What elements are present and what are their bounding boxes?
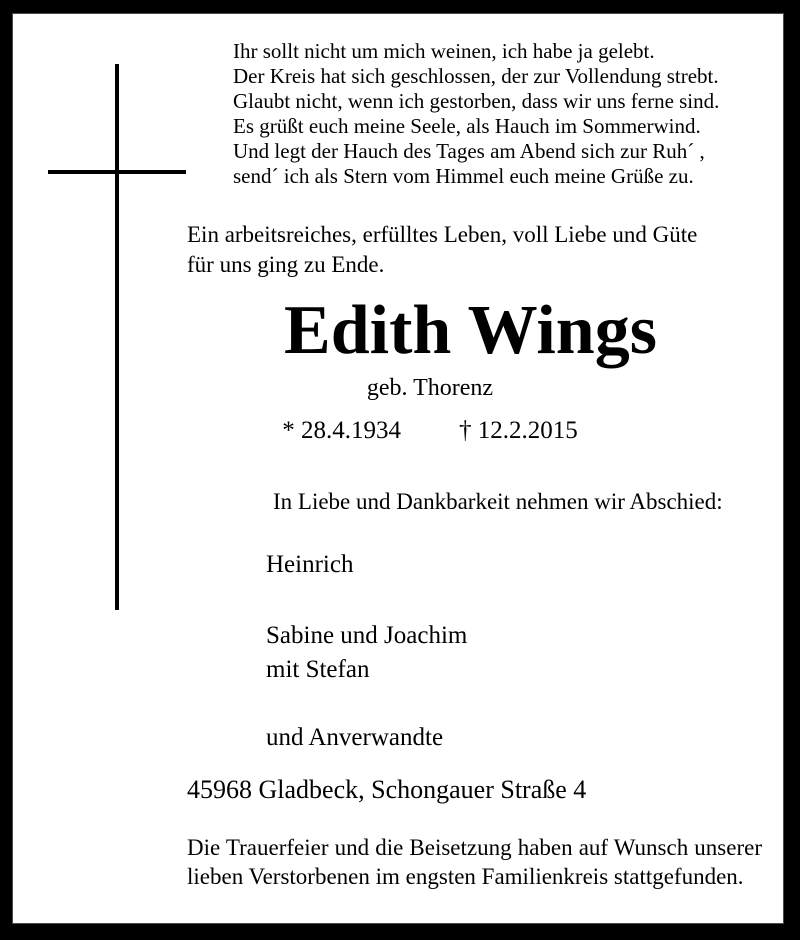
death-date: † 12.2.2015 bbox=[459, 417, 578, 444]
poem-line: Glaubt nicht, wenn ich gestorben, dass wir uns ferne sind. bbox=[233, 89, 720, 113]
intro-text bbox=[187, 220, 697, 280]
address-line: 45968 Gladbeck, Schongauer Straße 4 bbox=[187, 775, 587, 804]
poem-line: Es grüßt euch meine Seele, als Hauch im Sommerwind. bbox=[233, 114, 701, 138]
life-dates bbox=[175, 416, 685, 446]
memorial-cross-icon-arm bbox=[48, 170, 186, 174]
deceased-name: Edith Wings bbox=[284, 292, 657, 369]
poem-line: Der Kreis hat sich geschlossen, der zur Vollendung strebt. bbox=[233, 64, 719, 88]
closing-text: Die Trauerfeier und die Beisetzung haben auf Wunsch unserer lieben Verstorbenen im engsten Familienkreis stattgefunden. bbox=[187, 835, 762, 889]
obituary-paper bbox=[12, 13, 784, 924]
farewell-heading: In Liebe und Dankbarkeit nehmen wir Abschied: bbox=[273, 489, 723, 514]
intro-line: Ein arbeitsreiches, erfülltes Leben, voll Liebe und Güte bbox=[187, 222, 698, 247]
poem-line: Ihr sollt nicht um mich weinen, ich habe ja gelebt. bbox=[233, 39, 655, 63]
intro-line: für uns ging zu Ende. bbox=[187, 252, 385, 277]
memorial-poem bbox=[233, 39, 719, 189]
mourner-name: und Anverwandte bbox=[266, 724, 444, 751]
mourner-name: mit Stefan bbox=[266, 656, 370, 683]
mourner-name: Heinrich bbox=[266, 551, 354, 578]
maiden-name: geb. Thorenz bbox=[366, 375, 494, 401]
poem-line: send´ ich als Stern vom Himmel euch meine Grüße zu. bbox=[233, 164, 694, 188]
mourner-name: Sabine und Joachim bbox=[266, 622, 468, 649]
birth-date: * 28.4.1934 bbox=[282, 417, 401, 444]
memorial-cross-icon bbox=[115, 64, 119, 610]
poem-line: Und legt der Hauch des Tages am Abend sich zur Ruh´ , bbox=[233, 139, 705, 163]
